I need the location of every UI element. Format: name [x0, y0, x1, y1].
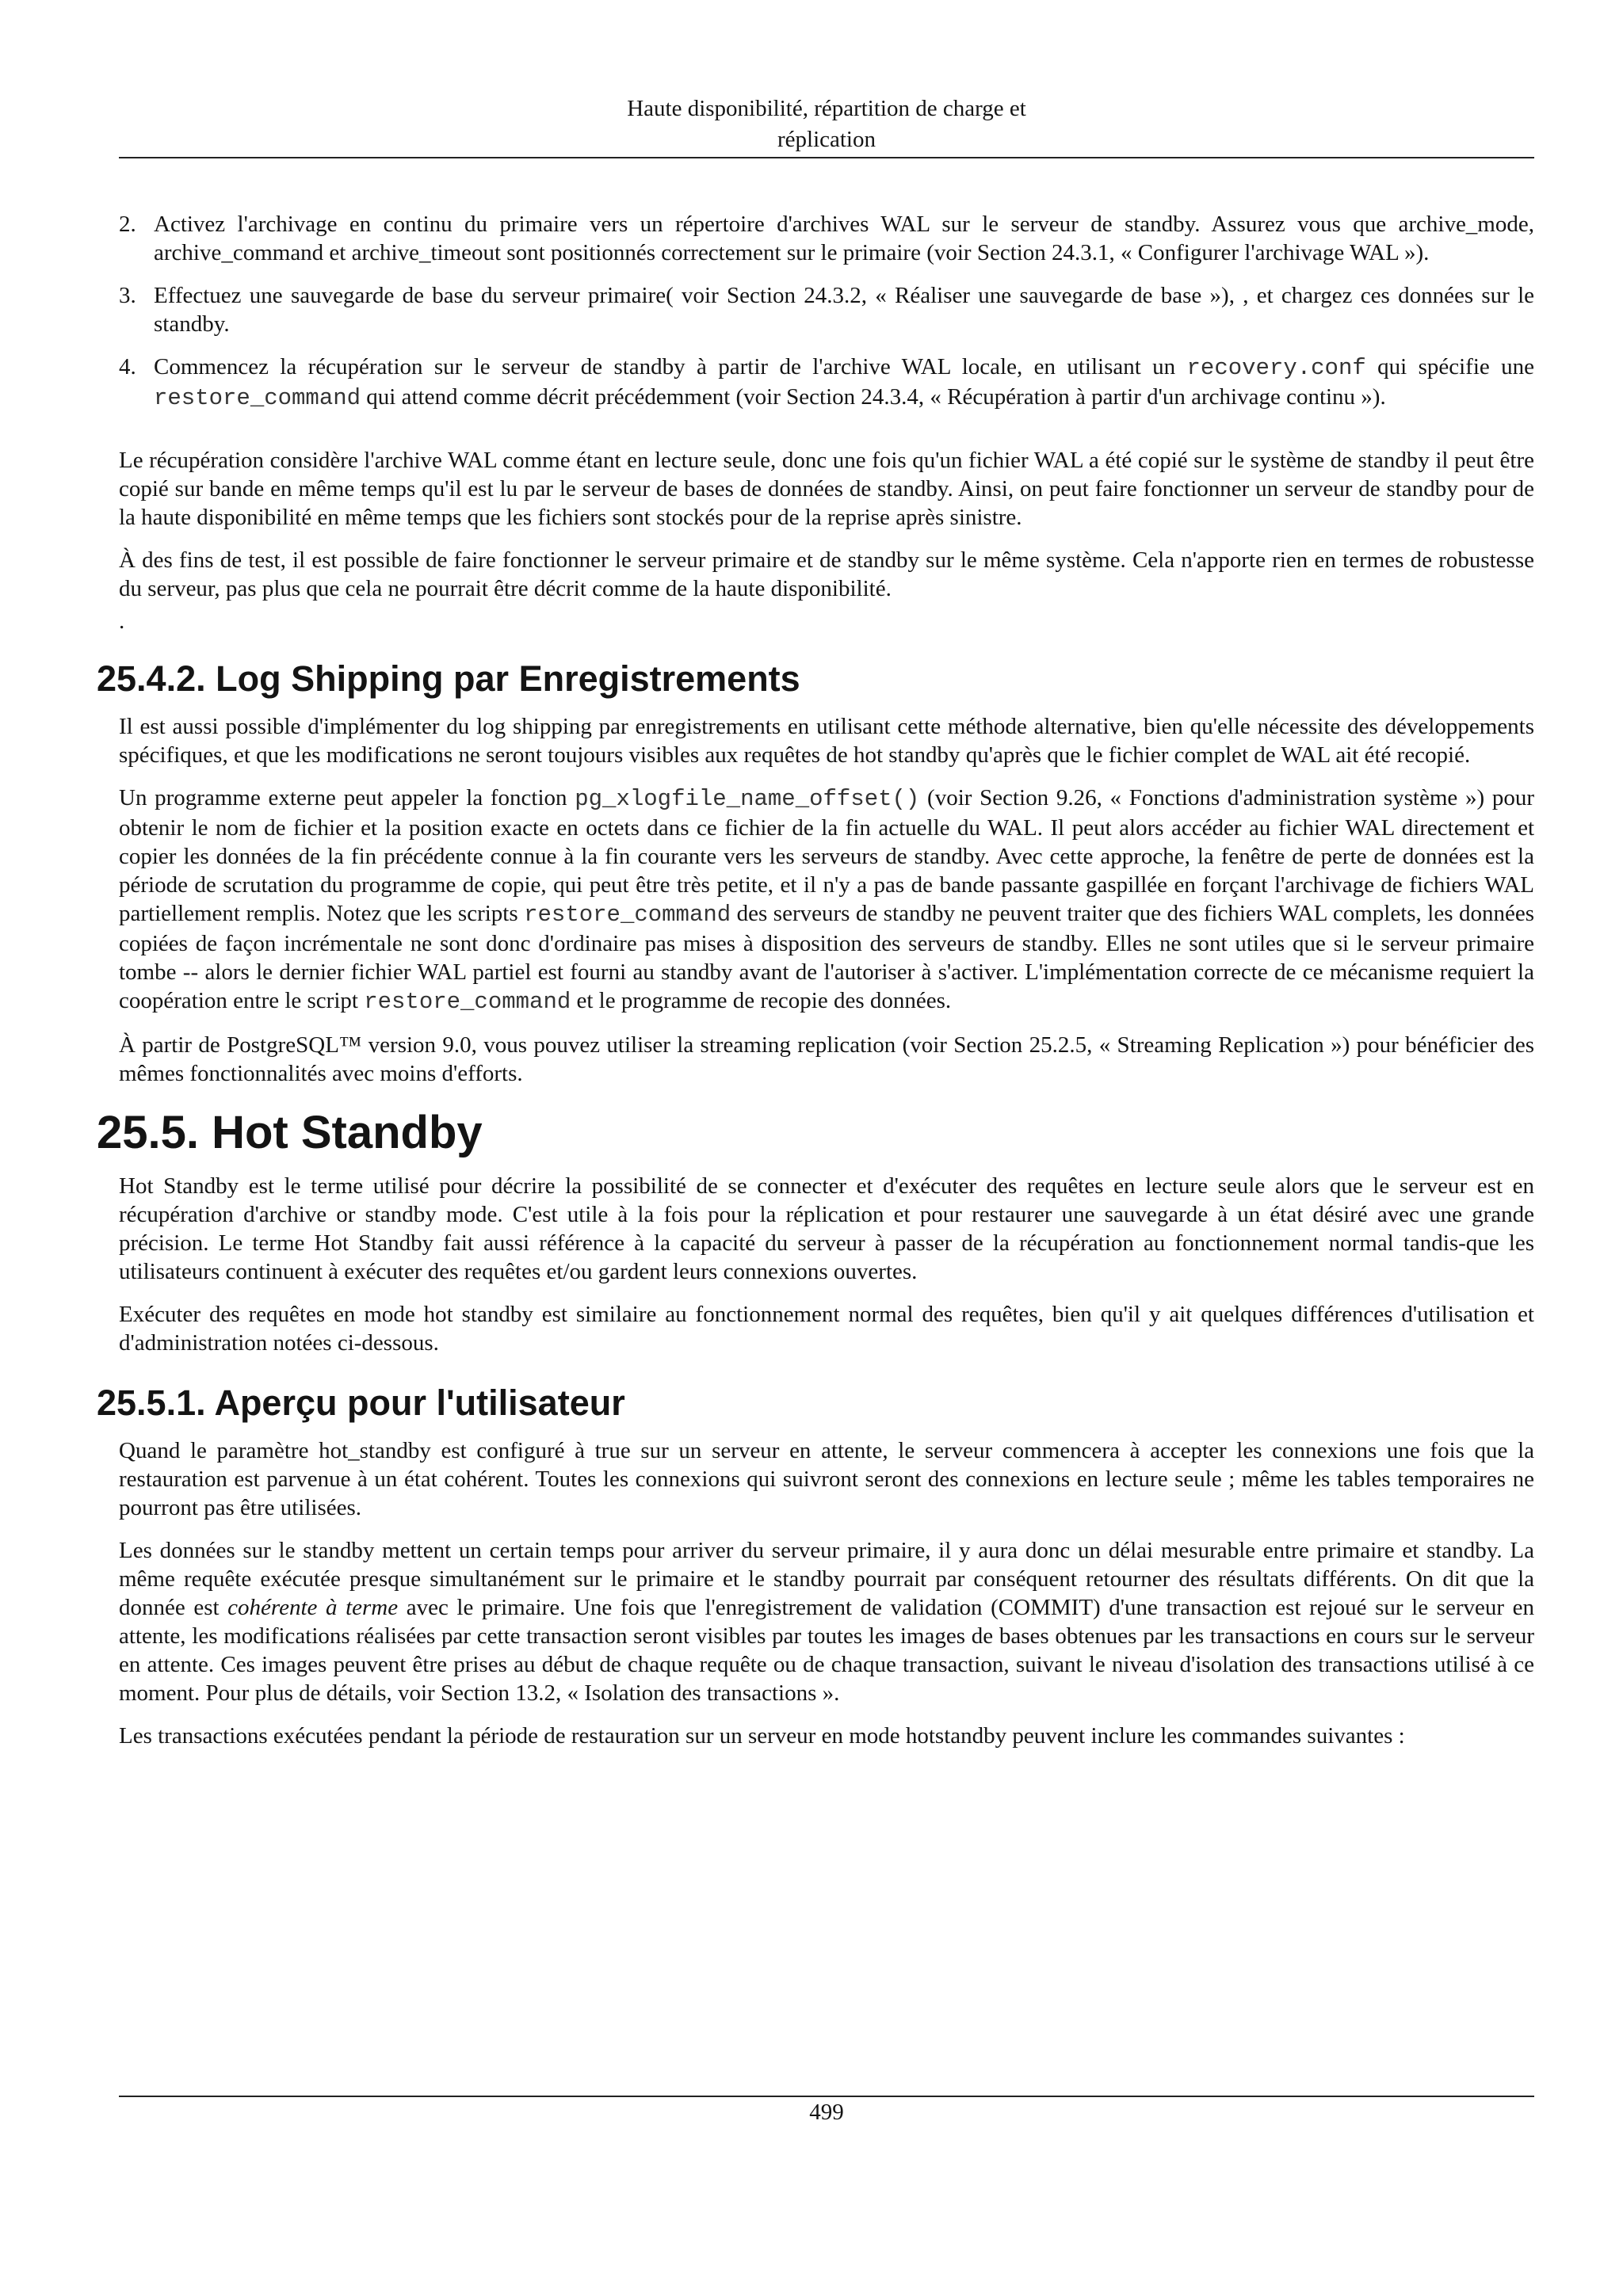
section-heading-25-4-2: 25.4.2. Log Shipping par Enregistrements — [97, 658, 800, 699]
header-rule — [119, 157, 1534, 158]
emphasis: cohérente à terme — [227, 1595, 399, 1620]
page-content — [97, 210, 1534, 1764]
paragraph: Exécuter des requêtes en mode hot standby est similaire au fonctionnement normal des requêtes, bien qu'il y ait quelques différences d'utilisation et d'administration notées ci-dessous. — [119, 1302, 1534, 1356]
list-item — [119, 210, 1534, 267]
paragraph: Il est aussi possible d'implémenter du log shipping par enregistrements en utilisant cette méthode alternative, bien qu'elle nécessite des développements spécifiques, et que les modifications ne seront toujours visibles aux requêtes de hot standby qu'après que le fichier complet de WAL ait été recopié. — [119, 714, 1534, 768]
list-item-text — [154, 353, 1534, 413]
paragraph: Le récupération considère l'archive WAL comme étant en lecture seule, donc une fois qu'un fichier WAL a été copié sur le système de standby il peut être copié sur bande en même temps qu'il est lu par le serveur de bases de données de standby. Ainsi, on peut faire fonctionner un serveur de standby pour de la haute disponibilité en même temps que les fichiers sont stockés pour de la reprise après sinistre. — [119, 448, 1534, 530]
code-recovery-conf: recovery.conf — [1186, 355, 1366, 381]
section-heading-25-5-1: 25.5.1. Aperçu pour l'utilisateur — [97, 1383, 625, 1423]
paragraph: À des fins de test, il est possible de faire fonctionner le serveur primaire et de standby sur le même système. Cela n'apporte rien en termes de robustesse du serveur, pas plus que cela ne pourrait être décrit comme de la haute disponibilité. — [119, 547, 1534, 601]
paragraph: À partir de PostgreSQL™ version 9.0, vous pouvez utiliser la streaming replication (voir Section 25.2.5, « Streaming Replication ») pour bénéficier des mêmes fonctionnalités avec moins d'efforts. — [119, 1032, 1534, 1086]
running-header — [119, 93, 1534, 155]
list-item-text: Activez l'archivage en continu du primaire vers un répertoire d'archives WAL sur le serveur de standby. Assurez vous que archive_mode, archive_command et archive_timeout sont positionnés correctement sur le primaire (voir Section 24.3.1, « Configurer l'archivage WAL »). — [154, 212, 1534, 265]
code-pg-xlogfile-name-offset: pg_xlogfile_name_offset() — [575, 786, 920, 812]
text-run: avec le primaire. Une fois que l'enregistrement de validation (COMMIT) d'une transaction est rejoué sur le serveur en attente, les modifications réalisées par cette transaction seront visibles par toutes les images de bases obtenues par les transactions en cours sur le serveur en attente. Ces images peuvent être prises au début de chaque requête ou de chaque transaction, suivant le niveau d'isolation des transactions utilisé à ce moment. Pour plus de détails, voir Section 13.2, « Isolation des transactions ». — [119, 1595, 1534, 1706]
code-restore-command: restore_command — [364, 989, 571, 1015]
text-run: qui attend comme décrit précédemment (voir Section 24.3.4, « Récupération à partir d'un archivage continu »). — [361, 384, 1386, 410]
paragraph — [119, 1536, 1534, 1707]
list-item — [119, 281, 1534, 338]
numbered-list — [119, 210, 1534, 413]
paragraph: Hot Standby est le terme utilisé pour décrire la possibilité de se connecter et d'exécuter des requêtes en lecture seule alors que le serveur est en récupération d'archive or standby mode. C'est utile à la fois pour la réplication et pour restaurer une sauvegarde à un état désiré avec une grande précision. Le terme Hot Standby fait aussi référence à la capacité du serveur à passer de la récupération au fonctionnement normal tandis-que les utilisateurs continuent à exécuter des requêtes et/ou gardent leurs connexions ouvertes. — [119, 1173, 1534, 1284]
text-run: (voir Section 9.26, « Fonctions d'administration système ») pour obtenir le nom de fichier et la position exacte en octets dans ce fichier de la fin actuelle du WAL. Il peut alors accéder au fichier WAL directement et copier les données de la fin précédente connue à la fin courante vers les serveurs de standby. Avec cette approche, la fenêtre de perte de données est la période de scrutation du programme de copie, qui peut être très petite, et il n'y a pas de bande passante gaspillée en forçant l'archivage de fichiers WAL partiellement remplis. Notez que les scripts — [119, 785, 1534, 926]
list-item-number: 3. — [119, 283, 136, 308]
footer-rule — [119, 2096, 1534, 2097]
code-restore-command: restore_command — [524, 902, 731, 928]
paragraph — [119, 784, 1534, 1016]
text-run: Un programme externe peut appeler la fonction — [119, 785, 575, 810]
stray-dot: . — [119, 608, 125, 634]
header-title-line1: Haute disponibilité, répartition de charge et — [627, 96, 1026, 121]
code-restore-command: restore_command — [154, 385, 361, 411]
page-number: 499 — [809, 2100, 844, 2125]
section-heading-25-5: 25.5. Hot Standby — [97, 1107, 483, 1158]
text-run: Commencez la récupération sur le serveur de standby à partir de l'archive WAL locale, en utilisant un — [154, 354, 1187, 379]
list-item-text: Effectuez une sauvegarde de base du serveur primaire( voir Section 24.3.2, « Réaliser une sauvegarde de base »), , et chargez ces données sur le standby. — [154, 283, 1534, 337]
paragraph: Les transactions exécutées pendant la période de restauration sur un serveur en mode hotstandby peuvent inclure les commandes suivantes : — [119, 1723, 1405, 1749]
list-item-number: 4. — [119, 354, 136, 379]
paragraph: Quand le paramètre hot_standby est configuré à true sur un serveur en attente, le serveur commencera à accepter les connexions une fois que la restauration est parvenue à un état cohérent. Toutes les connexions qui suivront seront des connexions en lecture seule ; même les tables temporaires ne pourront pas être utilisées. — [119, 1438, 1534, 1520]
text-run: des serveurs de standby ne peuvent traiter que des fichiers WAL complets, les données copiées de façon incrémentale ne sont donc d'ordinaire pas mises à disposition des serveurs de standby. Elles ne sont utiles que si le serveur primaire tombe -- alors le dernier fichier WAL partiel est fourni au standby avant de l'autoriser à s'activer. L'implémentation correcte de ce mécanisme requiert la coopération entre le script — [119, 901, 1534, 1013]
list-item — [119, 353, 1534, 413]
header-title-line2: réplication — [777, 127, 876, 152]
text-run: qui spécifie une — [1365, 354, 1534, 379]
text-run: Les données sur le standby mettent un certain temps pour arriver du serveur primaire, il y aura donc un délai mesurable entre primaire et standby. La même requête exécutée presque simultanément sur le primaire et le standby pourrait par conséquent retourner des résultats différents. On dit que la donnée est — [119, 1538, 1534, 1620]
list-item-number: 2. — [119, 212, 136, 237]
text-run: et le programme de recopie des données. — [571, 988, 952, 1013]
